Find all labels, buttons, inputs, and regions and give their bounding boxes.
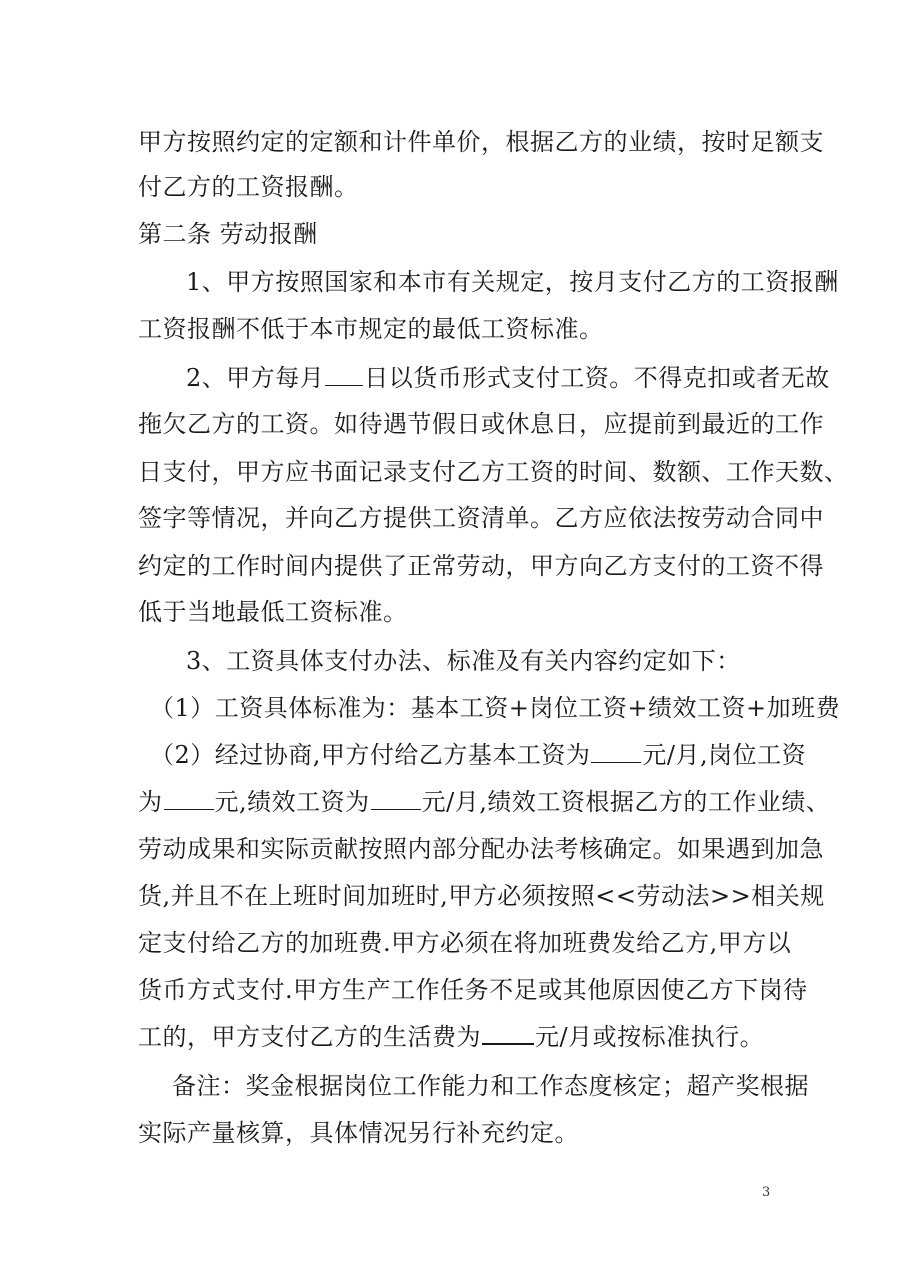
fill-in-blank [591,742,641,763]
fill-in-blank [325,365,363,386]
line-text: 元/月,绩效工资根据乙方的工作业绩、 [421,788,831,816]
line-text: 签字等情况，并向乙方提供工资清单。乙方应依法按劳动合同中 [138,504,824,532]
fill-in-blank [482,1023,534,1045]
line-text: 2、甲方每月 [186,364,325,392]
line-text: 日以货币形式支付工资。不得克扣或者无故 [364,364,830,392]
paragraph-line [138,1023,764,1051]
line-text: 低于当地最低工资标准。 [138,598,408,626]
fill-in-blank [164,789,214,810]
paragraph-line [150,694,840,722]
paragraph-line [138,835,824,863]
line-text: 货币方式支付.甲方生产工作任务不足或其他原因使乙方下岗待 [138,976,808,1004]
paragraph-line [138,410,824,438]
line-text: 拖欠乙方的工资。如待遇节假日或休息日，应提前到最近的工作 [138,410,824,438]
section-heading-text: 第二条 劳动报酬 [138,220,318,248]
note-line [138,1119,579,1147]
line-text: 元/月或按标准执行。 [535,1023,765,1051]
paragraph-line [138,788,830,816]
paragraph-line [186,364,830,392]
paragraph-line [138,128,824,156]
line-text: （2）经过协商,甲方付给乙方基本工资为 [150,741,591,769]
line-text: 工资报酬不低于本市规定的最低工资标准。 [138,315,604,343]
paragraph-line [138,173,359,201]
paragraph-line [138,976,808,1004]
line-text: 备注：奖金根据岗位工作能力和工作态度核定；超产奖根据 [172,1072,809,1100]
page-number: 3 [762,1185,771,1200]
line-text: 元,绩效工资为 [214,788,370,816]
paragraph-line [150,741,806,769]
paragraph-line [138,882,825,910]
paragraph-line [138,598,408,626]
line-text: 1、甲方按照国家和本市有关规定，按月支付乙方的工资报酬 [186,268,839,296]
line-text: 劳动成果和实际贡献按照内部分配办法考核确定。如果遇到加急 [138,835,824,863]
line-text: 实际产量核算，具体情况另行补充约定。 [138,1119,579,1147]
line-text: 约定的工作时间内提供了正常劳动，甲方向乙方支付的工资不得 [138,552,824,580]
paragraph-line [138,552,824,580]
fill-in-blank [371,789,421,810]
line-text: 甲方按照约定的定额和计件单价，根据乙方的业绩，按时足额支 [138,128,824,156]
paragraph-line [138,504,824,532]
paragraph-line [138,929,791,957]
line-text: 为 [138,788,163,816]
note-line [172,1072,809,1100]
paragraph-line [138,315,604,343]
paragraph-line [186,268,839,296]
line-text: （1）工资具体标准为：基本工资+岗位工资+绩效工资+加班费 [150,694,841,722]
paragraph-line [186,647,741,675]
line-text: 货,并且不在上班时间加班时,甲方必须按照<<劳动法>>相关规 [138,882,825,910]
line-text: 元/月,岗位工资 [642,741,807,769]
line-text: 3、工资具体支付办法、标准及有关内容约定如下： [186,647,741,675]
section-heading [138,220,318,248]
line-text: 付乙方的工资报酬。 [138,173,359,201]
paragraph-line [138,458,849,486]
line-text: 日支付，甲方应书面记录支付乙方工资的时间、数额、工作天数、 [138,458,849,486]
line-text: 定支付给乙方的加班费.甲方必须在将加班费发给乙方,甲方以 [138,929,792,957]
line-text: 工的，甲方支付乙方的生活费为 [138,1023,481,1051]
